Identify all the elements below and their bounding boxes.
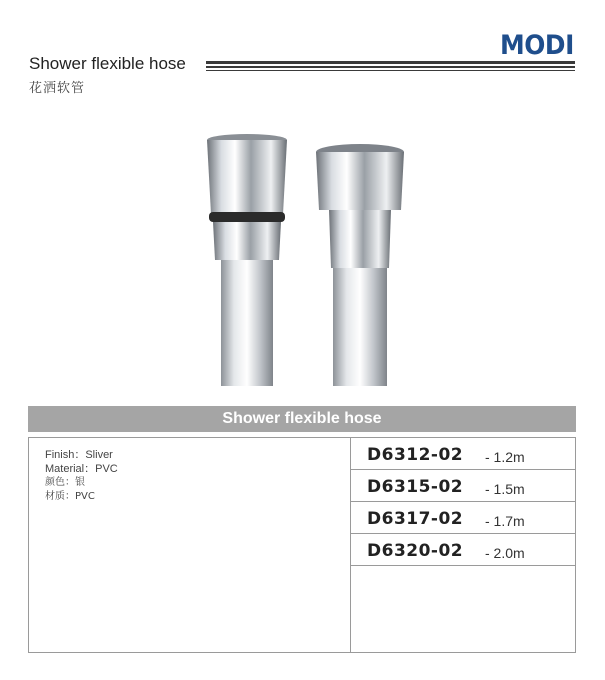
model-length: - 1.7m [485, 513, 525, 529]
title-rule [206, 61, 575, 64]
title-rule [206, 66, 575, 68]
spec-color-cn: 颜色：银 [45, 477, 85, 488]
model-length: - 2.0m [485, 545, 525, 561]
page-title-chinese: 花洒软管 [29, 81, 86, 96]
table-heading: Shower flexible hose [28, 406, 576, 432]
spec-material-cn: 材质：PVC [45, 491, 95, 502]
spec-list [45, 448, 118, 504]
model-row [351, 502, 575, 534]
spec-material: Material：PVC [45, 463, 118, 475]
model-row [351, 470, 575, 502]
model-list [351, 438, 575, 566]
model-code: D6312-02 [367, 445, 464, 465]
brand-logo: MODI [500, 30, 574, 61]
model-code: D6315-02 [367, 477, 464, 497]
spec-table [28, 437, 576, 653]
model-length: - 1.5m [485, 481, 525, 497]
hose-fitting-hex [316, 144, 404, 386]
page-title: Shower flexible hose [29, 54, 186, 73]
title-rule [206, 70, 575, 71]
product-photo [195, 130, 425, 386]
model-code: D6317-02 [367, 509, 464, 529]
model-row [351, 438, 575, 470]
model-length: - 1.2m [485, 449, 525, 465]
model-row [351, 534, 575, 566]
model-code: D6320-02 [367, 541, 464, 561]
spec-finish: Finish：Sliver [45, 449, 113, 461]
hose-fitting-conical [207, 134, 287, 386]
